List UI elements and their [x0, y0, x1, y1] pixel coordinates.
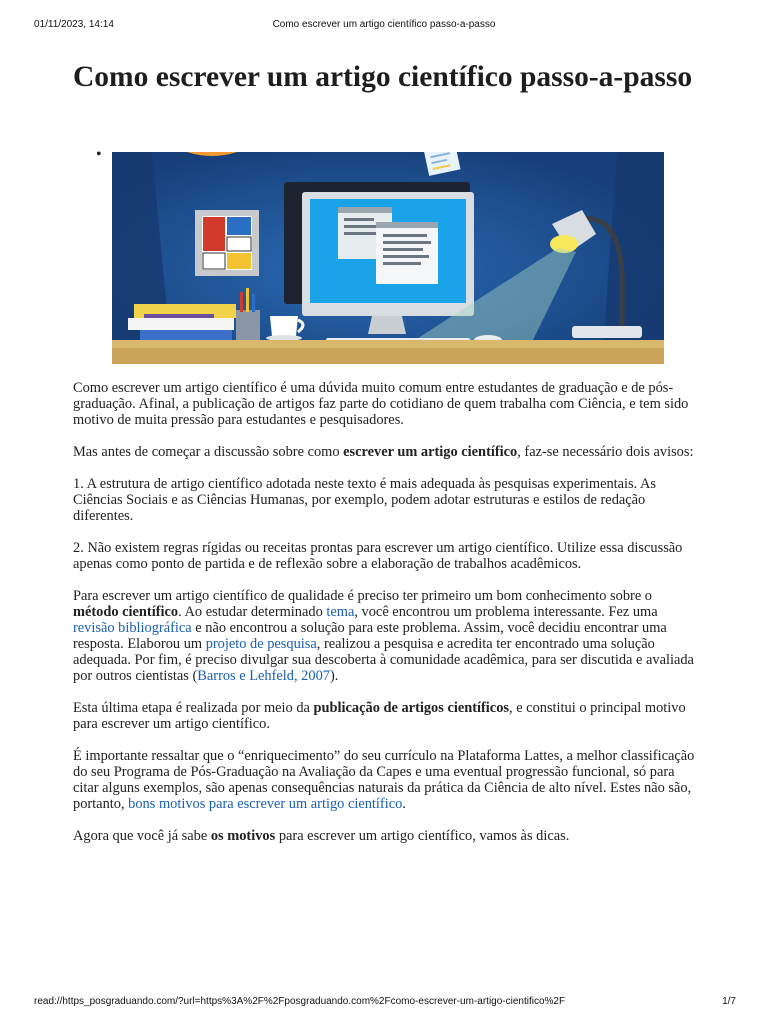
text: , você encontrou um problema interessante. Fez uma [354, 604, 658, 620]
link-tema[interactable]: tema [326, 604, 355, 620]
paragraph-warning-1: 1. A estrutura de artigo científico adotada neste texto é mais adequada às pesquisas experimentais. As Ciências Sociais e as Ciências Humanas, por exemplo, podem adotar estruturas e estilos de redação diferentes. [73, 476, 657, 524]
article-body [73, 380, 698, 860]
bold-text: publicação de artigos científicos [313, 700, 509, 716]
text: Esta última etapa é realizada por meio da [73, 700, 314, 716]
link-revisao-bibliografica[interactable]: revisão bibliográfica [73, 620, 192, 636]
link-bons-motivos[interactable]: bons motivos para escrever um artigo científico [128, 796, 403, 812]
bold-text: método científico [73, 604, 179, 620]
link-projeto-de-pesquisa[interactable]: projeto de pesquisa [205, 636, 317, 652]
paragraph-lattes [73, 748, 698, 812]
text: Para escrever um artigo científico de qualidade é preciso ter primeiro um bom conhecimento sobre o [73, 588, 653, 604]
text: ). [329, 668, 339, 684]
link-barros-lehfeld[interactable]: Barros e Lehfeld, 2007 [197, 668, 330, 684]
paragraph-warning-2: 2. Não existem regras rígidas ou receitas prontas para escrever um artigo científico. Utilize essa discussão apenas como ponto de partida e de reflexão sobre a elaboração de trabalhos acadêmicos. [73, 540, 683, 572]
article-title: Como escrever um artigo científico passo-a-passo [73, 61, 693, 93]
text: , realizou a pesquisa e acredita ter encontrado uma solução adequada. Por fim, é preciso divulgar sua descoberta à comunidade acadêmica, para ser discutida e avaliada por outros cientistas ( [73, 636, 694, 684]
text: , faz-se necessário dois avisos: [517, 444, 694, 460]
text: e não encontrou a solução para este problema. Assim, você decidiu encontrar uma resposta. Elaborou um [73, 620, 667, 652]
paragraph-publication [73, 700, 698, 732]
print-datetime: 01/11/2023, 14:14 [34, 19, 114, 30]
hero-image [112, 152, 664, 364]
paragraph-method [73, 588, 698, 684]
list-bullet: • [96, 146, 102, 163]
bold-text: escrever um artigo científico [343, 444, 518, 460]
bold-text: os motivos [210, 828, 276, 844]
text: Agora que você já sabe [73, 828, 211, 844]
text: , e constitui o principal motivo para escrever um artigo científico. [73, 700, 686, 732]
paragraph-intro: Como escrever um artigo científico é uma dúvida muito comum entre estudantes de graduação e de pós-graduação. Afinal, a publicação de artigos faz parte do cotidiano de quem trabalha com Ciência, e tem sido motivo de muita pressão para estudantes e pesquisadores. [73, 380, 689, 428]
paragraph-warnings [73, 444, 698, 460]
print-page-title: Como escrever um artigo científico passo-a-passo [272, 19, 496, 30]
text: Mas antes de começar a discussão sobre como [73, 444, 344, 460]
text: . [402, 796, 406, 812]
print-url: read://https_posgraduando.com/?url=https%3A%2F%2Fposgraduando.com%2Fcomo-escrever-um-artigo-cientifico%2F [34, 996, 566, 1007]
print-page-number: 1/7 [722, 996, 736, 1007]
text: É importante ressaltar que o “enriquecimento” do seu currículo na Plataforma Lattes, a melhor classificação do seu Programa de Pós-Graduação na Avaliação da Capes e uma eventual progressão funcional, só para citar alguns exemplos, são apenas consequências naturais da prática da Ciência de alto nível. Estes não são, portanto, [73, 748, 695, 812]
desk-computer-illustration-icon [112, 152, 664, 364]
paragraph-dicas [73, 828, 698, 844]
text: . Ao estudar determinado [178, 604, 327, 620]
text: para escrever um artigo científico, vamos às dicas. [275, 828, 570, 844]
